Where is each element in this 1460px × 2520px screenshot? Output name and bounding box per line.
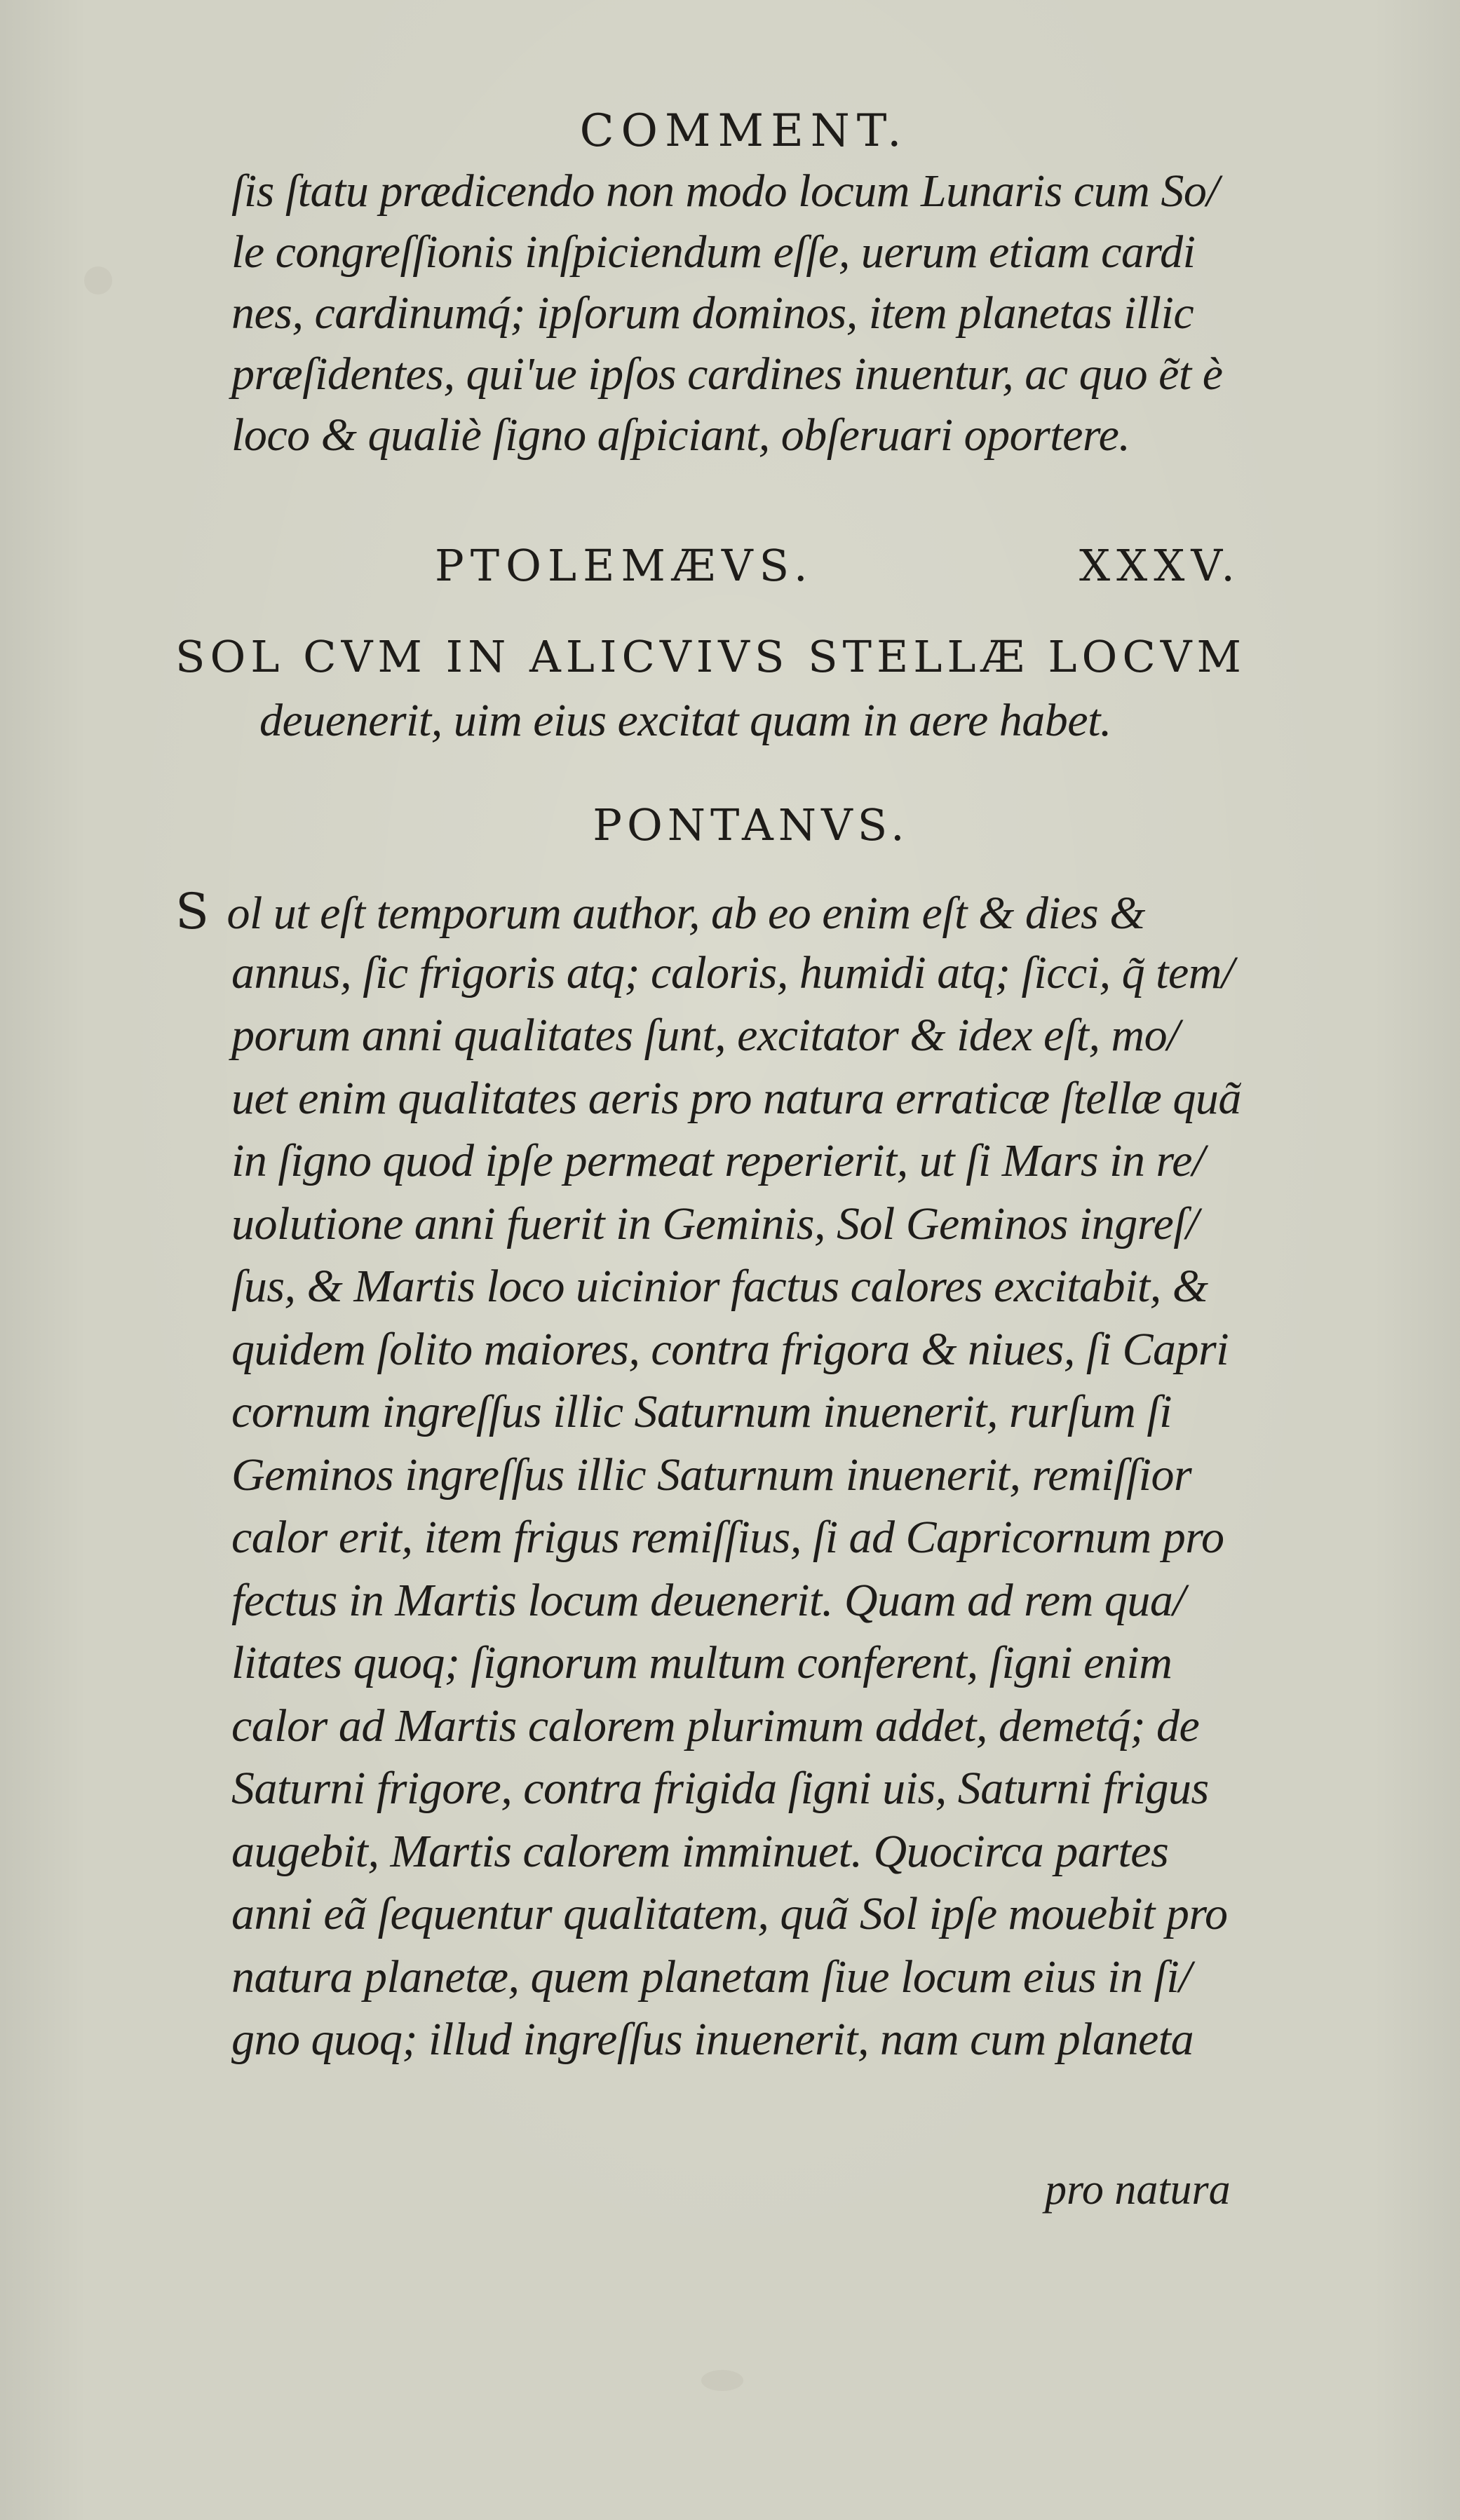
heading-label: PTOLEMÆVS. bbox=[435, 540, 814, 591]
text-line: Saturni frigore, contra frigida ſigni uis, Saturni frigus bbox=[231, 1763, 1209, 1814]
text-line: le congreſſionis inſpiciendum eſſe, uerum etiam cardi bbox=[231, 226, 1196, 278]
text-line-content: ol ut eſt temporum author, ab eo enim eſt & dies & bbox=[227, 888, 1146, 939]
text-line: nes, cardinumq́; ipſorum dominos, item planetas illic bbox=[231, 287, 1194, 339]
text-line: porum anni qualitates ſunt, excitator & idex eſt, mo/ bbox=[231, 1010, 1180, 1061]
comment-paragraph bbox=[231, 165, 1381, 473]
text-line: annus, ſic frigoris atq; caloris, humidi atq; ſicci, q̃ tem/ bbox=[231, 947, 1234, 998]
text-line: augebit, Martis calorem imminuet. Quocirca partes bbox=[231, 1825, 1169, 1877]
text-line: ſis ſtatu prædicendo non modo locum Lunaris cum So/ bbox=[231, 165, 1219, 217]
aphorism-caps-line: SOL CVM IN ALICVIVS STELLÆ LOCVM bbox=[175, 631, 1247, 682]
pontanus-paragraph bbox=[175, 883, 1381, 2080]
text-line bbox=[175, 883, 1381, 950]
text-line: gno quoq; illud ingreſſus inuenerit, nam cum planeta bbox=[231, 2014, 1194, 2065]
running-head: COMMENT. bbox=[579, 105, 909, 157]
text-line: Geminos ingreſſus illic Saturnum inuenerit, remiſſior bbox=[231, 1449, 1192, 1501]
aphorism-text bbox=[175, 631, 1367, 758]
aphorism-line: deuenerit, uim eius excitat quam in aere habet. bbox=[259, 695, 1111, 746]
ptolemaeus-heading bbox=[435, 540, 1241, 591]
initial-letter: S bbox=[175, 883, 209, 940]
text-line: loco & qualiè ſigno aſpiciant, obſeruari oportere. bbox=[231, 409, 1130, 461]
text-line: fectus in Martis locum deuenerit. Quam ad rem qua/ bbox=[231, 1574, 1186, 1626]
aphorism-number: XXXV. bbox=[1079, 540, 1241, 591]
page-stain bbox=[84, 266, 112, 294]
pontanus-heading: PONTANVS. bbox=[593, 799, 910, 851]
text-line: quidem ſolito maiores, contra frigora & niues, ſi Capri bbox=[231, 1323, 1229, 1375]
text-line: uet enim qualitates aeris pro natura erraticæ ſtellæ quã bbox=[231, 1072, 1241, 1124]
text-line: calor erit, item frigus remiſſius, ſi ad Capricornum pro bbox=[231, 1512, 1224, 1563]
text-line: calor ad Martis calorem plurimum addet, demetq́; de bbox=[231, 1700, 1200, 1752]
text-line: in ſigno quod ipſe permeat reperierit, ut ſi Mars in re/ bbox=[231, 1135, 1205, 1186]
text-line: litates quoq; ſignorum multum conferent, ſigni enim bbox=[231, 1637, 1172, 1688]
text-line: præſidentes, qui'ue ipſos cardines inuentur, ac quo ẽt è bbox=[231, 348, 1223, 400]
text-line: ſus, & Martis loco uicinior factus calores excitabit, & bbox=[231, 1261, 1208, 1312]
text-line: cornum ingreſſus illic Saturnum inuenerit, rurſum ſi bbox=[231, 1386, 1172, 1437]
text-line: natura planetæ, quem planetam ſiue locum eius in ſi/ bbox=[231, 1951, 1192, 2003]
text-line: uolutione anni fuerit in Geminis, Sol Geminos ingreſ/ bbox=[231, 1198, 1198, 1249]
catchword: pro natura bbox=[1045, 2166, 1231, 2214]
text-line: anni eã ſequentur qualitatem, quã Sol ipſe mouebit pro bbox=[231, 1888, 1228, 1939]
page-stain bbox=[701, 2370, 743, 2391]
